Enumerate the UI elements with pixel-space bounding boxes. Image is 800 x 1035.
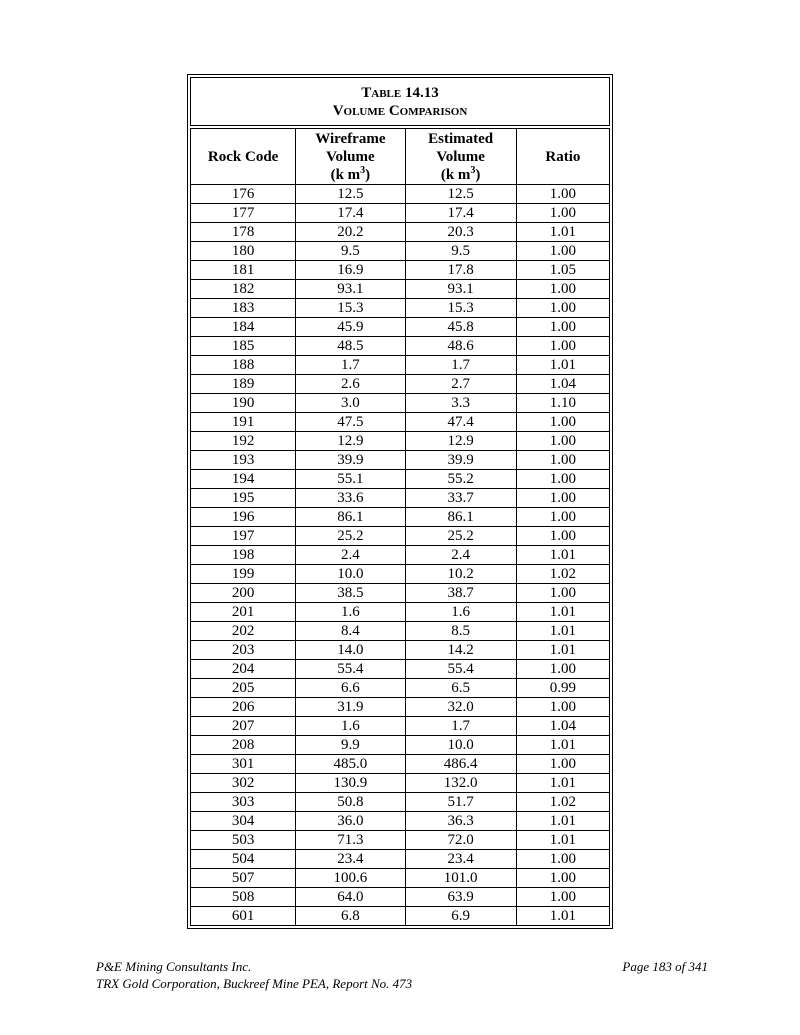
cell-ratio: 1.00 [516, 299, 609, 318]
cell-wireframe-volume: 15.3 [296, 299, 405, 318]
cell-ratio: 1.01 [516, 736, 609, 755]
table-row [191, 603, 610, 622]
cell-estimated-volume: 20.3 [405, 223, 516, 242]
table-row [191, 223, 610, 242]
cell-ratio: 1.01 [516, 223, 609, 242]
cell-estimated-volume: 8.5 [405, 622, 516, 641]
cell-rock-code: 176 [191, 185, 296, 204]
cell-ratio: 1.00 [516, 470, 609, 489]
cell-rock-code: 196 [191, 508, 296, 527]
cell-wireframe-volume: 55.4 [296, 660, 405, 679]
cell-estimated-volume: 3.3 [405, 394, 516, 413]
cell-rock-code: 202 [191, 622, 296, 641]
data-table [190, 128, 610, 926]
table-row [191, 755, 610, 774]
header-row [191, 129, 610, 185]
table-number: Table 14.13 [361, 84, 439, 101]
cell-estimated-volume: 15.3 [405, 299, 516, 318]
cell-ratio: 1.02 [516, 793, 609, 812]
cell-estimated-volume: 72.0 [405, 831, 516, 850]
cell-estimated-volume: 23.4 [405, 850, 516, 869]
cell-rock-code: 207 [191, 717, 296, 736]
cell-wireframe-volume: 6.6 [296, 679, 405, 698]
cell-ratio: 1.01 [516, 603, 609, 622]
table-row [191, 261, 610, 280]
table-row [191, 641, 610, 660]
cell-rock-code: 177 [191, 204, 296, 223]
cell-estimated-volume: 55.4 [405, 660, 516, 679]
cell-wireframe-volume: 14.0 [296, 641, 405, 660]
cell-rock-code: 189 [191, 375, 296, 394]
cell-rock-code: 204 [191, 660, 296, 679]
cell-ratio: 1.01 [516, 907, 609, 926]
cell-ratio: 1.00 [516, 755, 609, 774]
cell-rock-code: 190 [191, 394, 296, 413]
cell-estimated-volume: 86.1 [405, 508, 516, 527]
cell-ratio: 1.00 [516, 888, 609, 907]
cell-ratio: 1.01 [516, 831, 609, 850]
cell-estimated-volume: 6.9 [405, 907, 516, 926]
table-row [191, 565, 610, 584]
cell-wireframe-volume: 2.6 [296, 375, 405, 394]
cell-estimated-volume: 33.7 [405, 489, 516, 508]
cell-rock-code: 181 [191, 261, 296, 280]
cell-estimated-volume: 10.0 [405, 736, 516, 755]
cell-rock-code: 507 [191, 869, 296, 888]
header-wireframe-volume: Wireframe Volume (k $m^3$) [296, 129, 405, 185]
cell-ratio: 1.00 [516, 869, 609, 888]
cell-ratio: 1.05 [516, 261, 609, 280]
cell-wireframe-volume: 3.0 [296, 394, 405, 413]
cell-wireframe-volume: 1.6 [296, 603, 405, 622]
cell-ratio: 1.01 [516, 812, 609, 831]
cell-rock-code: 198 [191, 546, 296, 565]
cell-ratio: 1.01 [516, 356, 609, 375]
cell-wireframe-volume: 8.4 [296, 622, 405, 641]
cell-rock-code: 193 [191, 451, 296, 470]
cell-wireframe-volume: 45.9 [296, 318, 405, 337]
table-row [191, 793, 610, 812]
cell-ratio: 1.00 [516, 242, 609, 261]
cell-rock-code: 180 [191, 242, 296, 261]
table-row [191, 736, 610, 755]
cell-wireframe-volume: 36.0 [296, 812, 405, 831]
cell-estimated-volume: 1.6 [405, 603, 516, 622]
cell-estimated-volume: 93.1 [405, 280, 516, 299]
table-row [191, 375, 610, 394]
cell-wireframe-volume: 93.1 [296, 280, 405, 299]
table-row [191, 489, 610, 508]
table-row [191, 318, 610, 337]
cell-wireframe-volume: 71.3 [296, 831, 405, 850]
cell-rock-code: 185 [191, 337, 296, 356]
cell-ratio: 1.00 [516, 698, 609, 717]
cell-estimated-volume: 101.0 [405, 869, 516, 888]
cell-rock-code: 178 [191, 223, 296, 242]
cell-ratio: 1.00 [516, 432, 609, 451]
table-row [191, 622, 610, 641]
table-row [191, 546, 610, 565]
cell-rock-code: 201 [191, 603, 296, 622]
cell-wireframe-volume: 31.9 [296, 698, 405, 717]
table-row [191, 470, 610, 489]
table-row [191, 831, 610, 850]
cell-wireframe-volume: 1.7 [296, 356, 405, 375]
table-row [191, 698, 610, 717]
cell-estimated-volume: 51.7 [405, 793, 516, 812]
footer-report: TRX Gold Corporation, Buckreef Mine PEA, Report No. 473 [96, 976, 413, 991]
table-row [191, 527, 610, 546]
cell-wireframe-volume: 50.8 [296, 793, 405, 812]
footer-company: P&E Mining Consultants Inc. [96, 959, 252, 974]
cell-ratio: 1.02 [516, 565, 609, 584]
cell-ratio: 1.00 [516, 204, 609, 223]
cell-ratio: 1.01 [516, 546, 609, 565]
cell-wireframe-volume: 130.9 [296, 774, 405, 793]
cell-ratio: 1.00 [516, 508, 609, 527]
cell-rock-code: 208 [191, 736, 296, 755]
cell-rock-code: 184 [191, 318, 296, 337]
volume-comparison-table [187, 74, 613, 929]
table-row [191, 337, 610, 356]
page-number: Page 183 of 341 [622, 959, 708, 974]
cell-rock-code: 199 [191, 565, 296, 584]
table-body [191, 185, 610, 926]
cell-rock-code: 191 [191, 413, 296, 432]
cell-ratio: 1.00 [516, 850, 609, 869]
cell-wireframe-volume: 55.1 [296, 470, 405, 489]
cell-wireframe-volume: 12.5 [296, 185, 405, 204]
cell-estimated-volume: 12.9 [405, 432, 516, 451]
cell-wireframe-volume: 64.0 [296, 888, 405, 907]
table-row [191, 413, 610, 432]
cell-ratio: 1.00 [516, 337, 609, 356]
cell-rock-code: 503 [191, 831, 296, 850]
cell-rock-code: 303 [191, 793, 296, 812]
cell-wireframe-volume: 25.2 [296, 527, 405, 546]
cell-wireframe-volume: 33.6 [296, 489, 405, 508]
cell-rock-code: 183 [191, 299, 296, 318]
cell-estimated-volume: 2.7 [405, 375, 516, 394]
table-row [191, 451, 610, 470]
header-estimated-volume: Estimated Volume (k $m^3$) [405, 129, 516, 185]
cell-wireframe-volume: 9.5 [296, 242, 405, 261]
cell-estimated-volume: 36.3 [405, 812, 516, 831]
cell-estimated-volume: 63.9 [405, 888, 516, 907]
cell-ratio: 1.00 [516, 185, 609, 204]
cell-estimated-volume: 486.4 [405, 755, 516, 774]
cell-rock-code: 504 [191, 850, 296, 869]
table-row [191, 660, 610, 679]
cell-estimated-volume: 6.5 [405, 679, 516, 698]
cell-rock-code: 304 [191, 812, 296, 831]
table-row [191, 242, 610, 261]
table-row [191, 774, 610, 793]
cell-estimated-volume: 38.7 [405, 584, 516, 603]
cell-estimated-volume: 2.4 [405, 546, 516, 565]
header-ratio: Ratio [516, 129, 609, 185]
cell-wireframe-volume: 38.5 [296, 584, 405, 603]
cell-wireframe-volume: 16.9 [296, 261, 405, 280]
cell-rock-code: 200 [191, 584, 296, 603]
cell-ratio: 1.01 [516, 774, 609, 793]
cell-rock-code: 195 [191, 489, 296, 508]
cell-wireframe-volume: 100.6 [296, 869, 405, 888]
table-row [191, 356, 610, 375]
table-row [191, 869, 610, 888]
table-row [191, 907, 610, 926]
header-rock-code: Rock Code [191, 129, 296, 185]
table-row [191, 204, 610, 223]
cell-ratio: 1.00 [516, 489, 609, 508]
cell-ratio: 1.10 [516, 394, 609, 413]
cell-ratio: 1.01 [516, 622, 609, 641]
table-caption: Volume Comparison [332, 102, 468, 119]
cell-wireframe-volume: 10.0 [296, 565, 405, 584]
cell-wireframe-volume: 12.9 [296, 432, 405, 451]
table-row [191, 508, 610, 527]
cell-rock-code: 182 [191, 280, 296, 299]
cell-estimated-volume: 17.8 [405, 261, 516, 280]
table-row [191, 280, 610, 299]
cell-wireframe-volume: 39.9 [296, 451, 405, 470]
cell-wireframe-volume: 6.8 [296, 907, 405, 926]
cell-rock-code: 301 [191, 755, 296, 774]
cell-ratio: 1.00 [516, 280, 609, 299]
cell-wireframe-volume: 23.4 [296, 850, 405, 869]
cell-rock-code: 188 [191, 356, 296, 375]
cell-estimated-volume: 17.4 [405, 204, 516, 223]
table-row [191, 812, 610, 831]
cell-rock-code: 194 [191, 470, 296, 489]
table-row [191, 299, 610, 318]
cell-wireframe-volume: 485.0 [296, 755, 405, 774]
cell-wireframe-volume: 1.6 [296, 717, 405, 736]
table-row [191, 394, 610, 413]
table-row [191, 185, 610, 204]
cell-ratio: 1.00 [516, 584, 609, 603]
table-row [191, 850, 610, 869]
table-title [190, 77, 610, 126]
cell-rock-code: 601 [191, 907, 296, 926]
cell-ratio: 1.00 [516, 451, 609, 470]
cell-ratio: 1.00 [516, 660, 609, 679]
cell-estimated-volume: 9.5 [405, 242, 516, 261]
cell-ratio: 1.00 [516, 413, 609, 432]
cell-rock-code: 302 [191, 774, 296, 793]
cell-rock-code: 508 [191, 888, 296, 907]
cell-estimated-volume: 1.7 [405, 717, 516, 736]
cell-estimated-volume: 12.5 [405, 185, 516, 204]
cell-rock-code: 192 [191, 432, 296, 451]
cell-ratio: 0.99 [516, 679, 609, 698]
cell-ratio: 1.00 [516, 527, 609, 546]
cell-estimated-volume: 132.0 [405, 774, 516, 793]
table-row [191, 679, 610, 698]
table-row [191, 717, 610, 736]
cell-estimated-volume: 39.9 [405, 451, 516, 470]
table-row [191, 432, 610, 451]
cell-rock-code: 197 [191, 527, 296, 546]
table-row [191, 584, 610, 603]
cell-estimated-volume: 32.0 [405, 698, 516, 717]
cell-rock-code: 205 [191, 679, 296, 698]
cell-estimated-volume: 14.2 [405, 641, 516, 660]
cell-wireframe-volume: 17.4 [296, 204, 405, 223]
cell-estimated-volume: 55.2 [405, 470, 516, 489]
cell-wireframe-volume: 48.5 [296, 337, 405, 356]
cell-estimated-volume: 47.4 [405, 413, 516, 432]
cell-rock-code: 203 [191, 641, 296, 660]
footer-left [96, 958, 412, 992]
cell-estimated-volume: 1.7 [405, 356, 516, 375]
cell-ratio: 1.04 [516, 717, 609, 736]
cell-ratio: 1.01 [516, 641, 609, 660]
cell-estimated-volume: 25.2 [405, 527, 516, 546]
cell-ratio: 1.00 [516, 318, 609, 337]
cell-estimated-volume: 45.8 [405, 318, 516, 337]
cell-wireframe-volume: 2.4 [296, 546, 405, 565]
cell-estimated-volume: 10.2 [405, 565, 516, 584]
cell-rock-code: 206 [191, 698, 296, 717]
cell-wireframe-volume: 86.1 [296, 508, 405, 527]
cell-wireframe-volume: 47.5 [296, 413, 405, 432]
cell-ratio: 1.04 [516, 375, 609, 394]
cell-estimated-volume: 48.6 [405, 337, 516, 356]
cell-wireframe-volume: 9.9 [296, 736, 405, 755]
table-row [191, 888, 610, 907]
cell-wireframe-volume: 20.2 [296, 223, 405, 242]
